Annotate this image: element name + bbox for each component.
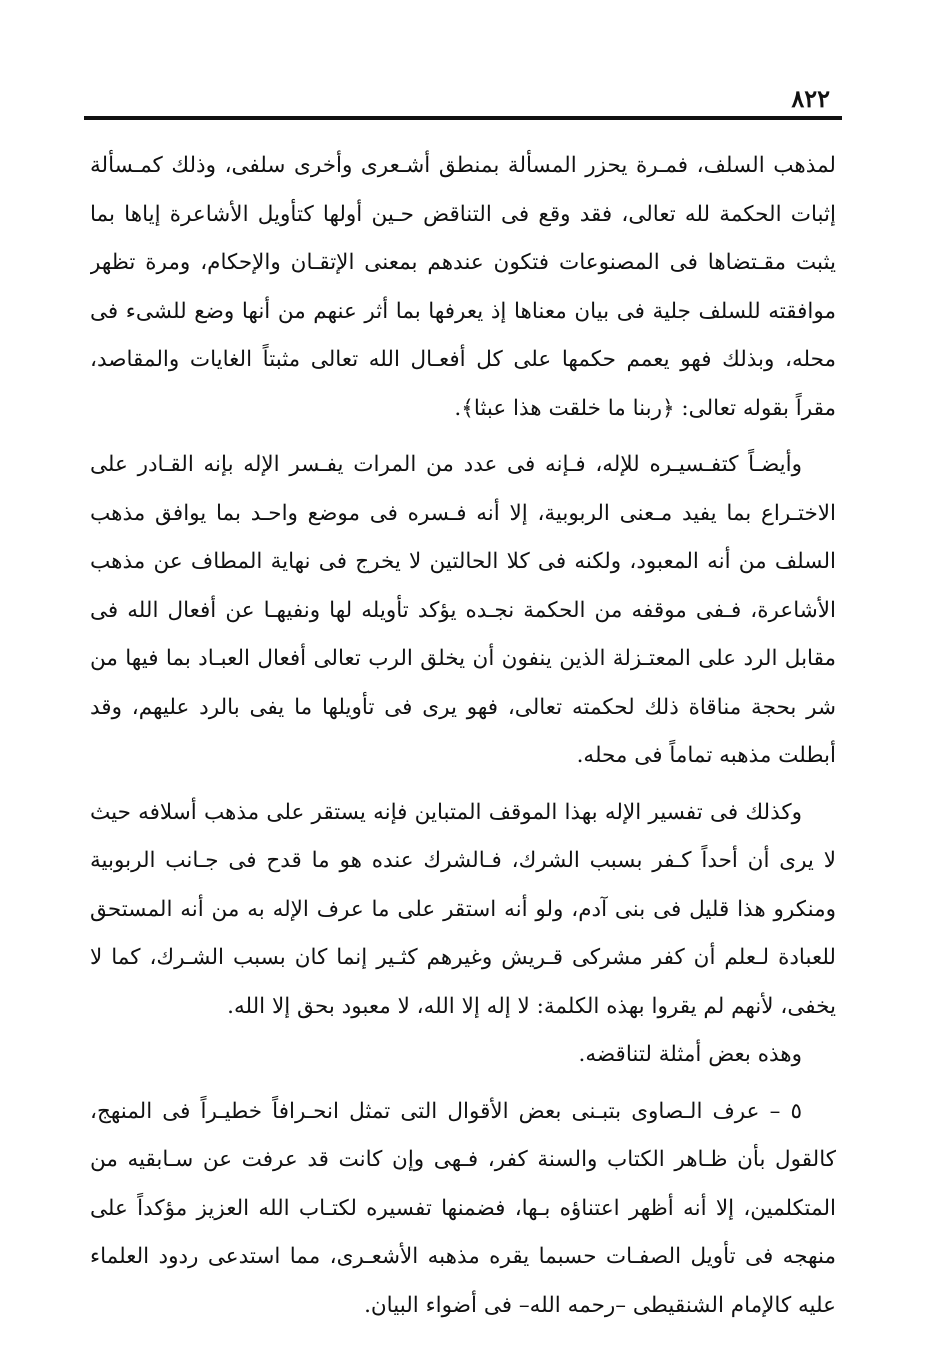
page-number: ٨٢٢ xyxy=(791,84,830,113)
text-line: لا يرى أن أحداً كـفر بسبب الشرك، فـالشرك عنده هو ما قدح فى جـانب الربوبية xyxy=(90,848,836,873)
text-line: عليه كالإمام الشنقيطى –رحمه الله– فى أضواء البيان. xyxy=(364,1292,836,1318)
text-line: يثبت مقـتضاها فى المصنوعات فتكون عندهم بمعنى الإتقـان والإحكام، ومرة تظهر xyxy=(90,250,836,275)
text-line: وأيضـاً كتفـسيـره للإله، فـإنه فى عدد من المرات يفـسر الإله بإنه القـادر على xyxy=(90,452,802,477)
text-line: وكذلك فى تفسير الإله بهذا الموقف المتباين فإنه يستقر على مذهب أسلافه حيث xyxy=(90,799,802,825)
text-line: محله، وبذلك فهو يعمم حكمها على كل أفعـال الله تعالى مثبتاً الغايات والمقاصد، xyxy=(90,347,836,372)
text-line: مقابل الرد على المعتـزلة الذين ينفون أن يخلق الرب تعالى أفعال العبـاد بما فيها من xyxy=(90,646,836,671)
text-line: الأشاعرة، فـفى موقفه من الحكمة نجـده يؤكد تأويله لها ونفيهـا عن أفعال الله فى xyxy=(90,597,836,623)
text-line: إثبات الحكمة لله تعالى، فقد وقع فى التناقض حـين أولها كتأويل الأشاعرة إياها بما xyxy=(90,201,836,227)
text-line: ومنكرو هذا قليل فى بنى آدم، ولو أنه استقر على ما عرف الإله به من أنه المستحق xyxy=(90,896,836,922)
text-line: أبطلت مذهبه تماماً فى محله. xyxy=(576,743,836,768)
paragraph-3 xyxy=(90,789,836,1032)
text-line: موافقته للسلف جلية فى بيان معناها إذ يعرفها بما أثر عنهم من أنها وضع للشىء فى xyxy=(90,298,836,324)
text-line: المتكلمين، إلا أنه أظهر اعتناؤه بـها، فضمنها تفسيره لكتـاب الله العزيز مؤكداً على xyxy=(90,1195,836,1221)
paragraph-2 xyxy=(90,441,836,781)
text-line: الاختـراع بما يفيد مـعنى الربوبية، إلا أنه فـسره فى موضع واحـد بما يوافق مذهب xyxy=(90,500,836,526)
text-line: للعبادة لـعلم أن كفر مشركى قـريش وغيرهم كثـير إنما كان بسبب الشـرك، كما لا xyxy=(90,945,836,970)
text-line: يخفى، لأنهم لم يقروا بهذه الكلمة: لا إله إلا الله، لا معبود بحق إلا الله. xyxy=(227,993,836,1019)
header-rule xyxy=(84,116,842,120)
paragraph-1 xyxy=(90,142,836,433)
text-line: السلف من أنه المعبود، ولكنه فى كلا الحالتين لا يخرج فى نهاية المطاف عن مذهب xyxy=(90,549,836,574)
text-line: مقراً بقوله تعالى: ﴿ربنا ما خلقت هذا عبثا﴾. xyxy=(454,395,836,421)
text-line: شر بحجة مناقاة ذلك لحكمته تعالى، فهو يرى فى تأويلها ما يفى بالرد عليهم، وقد xyxy=(90,694,836,720)
paragraph-4 xyxy=(90,1031,836,1080)
text-line: كالقول بأن ظـاهر الكتاب والسنة كفر، فـهى وإن كانت قد عرفت عن سـابقيه من xyxy=(90,1147,836,1172)
body-text xyxy=(90,142,836,1330)
text-line: منهجه فى تأويل الصفـات حسبما يقره مذهبه الأشعـرى، مما استدعى ردود العلماء xyxy=(90,1244,836,1269)
paragraph-5 xyxy=(90,1088,836,1331)
text-line: وهذه بعض أمثلة لتناقضه. xyxy=(578,1042,802,1067)
text-line: ٥ – عرف الـصاوى بتبـنى بعض الأقوال التى تمثل انحـرافاً خطيـراً فى المنهج، xyxy=(90,1098,802,1124)
text-line: لمذهب السلف، فمـرة يحزر المسألة بمنطق أشـعرى وأخرى سلفى، وذلك كمـسألة xyxy=(90,153,836,178)
